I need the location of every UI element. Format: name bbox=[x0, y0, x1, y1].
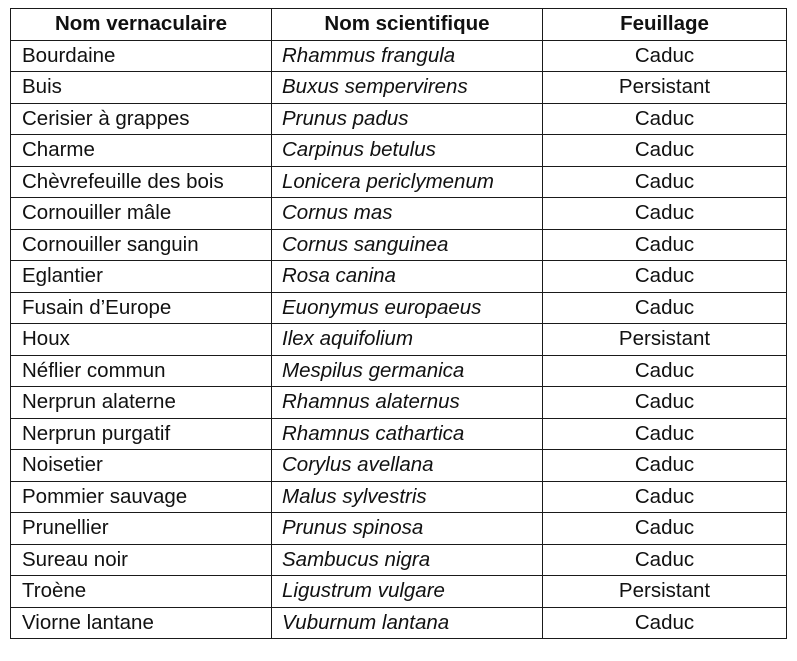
scientific-name-cell: Rhammus frangula bbox=[272, 40, 543, 72]
scientific-name-cell: Rosa canina bbox=[272, 261, 543, 293]
scientific-name-cell: Corylus avellana bbox=[272, 450, 543, 482]
foliage-cell: Caduc bbox=[543, 418, 787, 450]
scientific-name-cell: Prunus spinosa bbox=[272, 513, 543, 545]
foliage-cell: Caduc bbox=[543, 607, 787, 639]
header-scientific-name: Nom scientifique bbox=[272, 9, 543, 41]
vernacular-name-cell: Noisetier bbox=[11, 450, 272, 482]
foliage-cell: Caduc bbox=[543, 229, 787, 261]
species-table bbox=[10, 8, 787, 639]
table-row bbox=[11, 355, 787, 387]
vernacular-name-cell: Prunellier bbox=[11, 513, 272, 545]
header-vernacular-name: Nom vernaculaire bbox=[11, 9, 272, 41]
table-row bbox=[11, 72, 787, 104]
table-row bbox=[11, 229, 787, 261]
table-row bbox=[11, 544, 787, 576]
vernacular-name-cell: Bourdaine bbox=[11, 40, 272, 72]
vernacular-name-cell: Sureau noir bbox=[11, 544, 272, 576]
table-row bbox=[11, 135, 787, 167]
table-row bbox=[11, 387, 787, 419]
scientific-name-cell: Euonymus europaeus bbox=[272, 292, 543, 324]
table-row bbox=[11, 40, 787, 72]
scientific-name-cell: Vuburnum lantana bbox=[272, 607, 543, 639]
vernacular-name-cell: Troène bbox=[11, 576, 272, 608]
scientific-name-cell: Sambucus nigra bbox=[272, 544, 543, 576]
foliage-cell: Persistant bbox=[543, 324, 787, 356]
scientific-name-cell: Buxus sempervirens bbox=[272, 72, 543, 104]
table-row bbox=[11, 261, 787, 293]
scientific-name-cell: Cornus mas bbox=[272, 198, 543, 230]
vernacular-name-cell: Cornouiller sanguin bbox=[11, 229, 272, 261]
vernacular-name-cell: Houx bbox=[11, 324, 272, 356]
table-row bbox=[11, 418, 787, 450]
vernacular-name-cell: Chèvrefeuille des bois bbox=[11, 166, 272, 198]
foliage-cell: Caduc bbox=[543, 103, 787, 135]
table-row bbox=[11, 481, 787, 513]
foliage-cell: Caduc bbox=[543, 40, 787, 72]
table-row bbox=[11, 166, 787, 198]
foliage-cell: Caduc bbox=[543, 166, 787, 198]
foliage-cell: Caduc bbox=[543, 481, 787, 513]
scientific-name-cell: Rhamnus cathartica bbox=[272, 418, 543, 450]
scientific-name-cell: Mespilus germanica bbox=[272, 355, 543, 387]
foliage-cell: Caduc bbox=[543, 135, 787, 167]
foliage-cell: Caduc bbox=[543, 292, 787, 324]
scientific-name-cell: Prunus padus bbox=[272, 103, 543, 135]
vernacular-name-cell: Pommier sauvage bbox=[11, 481, 272, 513]
header-foliage: Feuillage bbox=[543, 9, 787, 41]
vernacular-name-cell: Cornouiller mâle bbox=[11, 198, 272, 230]
scientific-name-cell: Ilex aquifolium bbox=[272, 324, 543, 356]
foliage-cell: Caduc bbox=[543, 355, 787, 387]
vernacular-name-cell: Eglantier bbox=[11, 261, 272, 293]
scientific-name-cell: Rhamnus alaternus bbox=[272, 387, 543, 419]
table-row bbox=[11, 450, 787, 482]
scientific-name-cell: Lonicera periclymenum bbox=[272, 166, 543, 198]
foliage-cell: Caduc bbox=[543, 450, 787, 482]
foliage-cell: Persistant bbox=[543, 576, 787, 608]
scientific-name-cell: Ligustrum vulgare bbox=[272, 576, 543, 608]
foliage-cell: Caduc bbox=[543, 387, 787, 419]
vernacular-name-cell: Nerprun alaterne bbox=[11, 387, 272, 419]
table-row bbox=[11, 576, 787, 608]
vernacular-name-cell: Charme bbox=[11, 135, 272, 167]
header-row bbox=[11, 9, 787, 41]
table-row bbox=[11, 607, 787, 639]
table-row bbox=[11, 103, 787, 135]
table-row bbox=[11, 292, 787, 324]
foliage-cell: Caduc bbox=[543, 198, 787, 230]
table-row bbox=[11, 324, 787, 356]
vernacular-name-cell: Nerprun purgatif bbox=[11, 418, 272, 450]
scientific-name-cell: Carpinus betulus bbox=[272, 135, 543, 167]
table-body bbox=[11, 40, 787, 639]
table-header bbox=[11, 9, 787, 41]
foliage-cell: Caduc bbox=[543, 544, 787, 576]
table-row bbox=[11, 198, 787, 230]
vernacular-name-cell: Néflier commun bbox=[11, 355, 272, 387]
scientific-name-cell: Malus sylvestris bbox=[272, 481, 543, 513]
vernacular-name-cell: Fusain d’Europe bbox=[11, 292, 272, 324]
scientific-name-cell: Cornus sanguinea bbox=[272, 229, 543, 261]
foliage-cell: Persistant bbox=[543, 72, 787, 104]
vernacular-name-cell: Cerisier à grappes bbox=[11, 103, 272, 135]
vernacular-name-cell: Viorne lantane bbox=[11, 607, 272, 639]
foliage-cell: Caduc bbox=[543, 261, 787, 293]
vernacular-name-cell: Buis bbox=[11, 72, 272, 104]
foliage-cell: Caduc bbox=[543, 513, 787, 545]
table-row bbox=[11, 513, 787, 545]
